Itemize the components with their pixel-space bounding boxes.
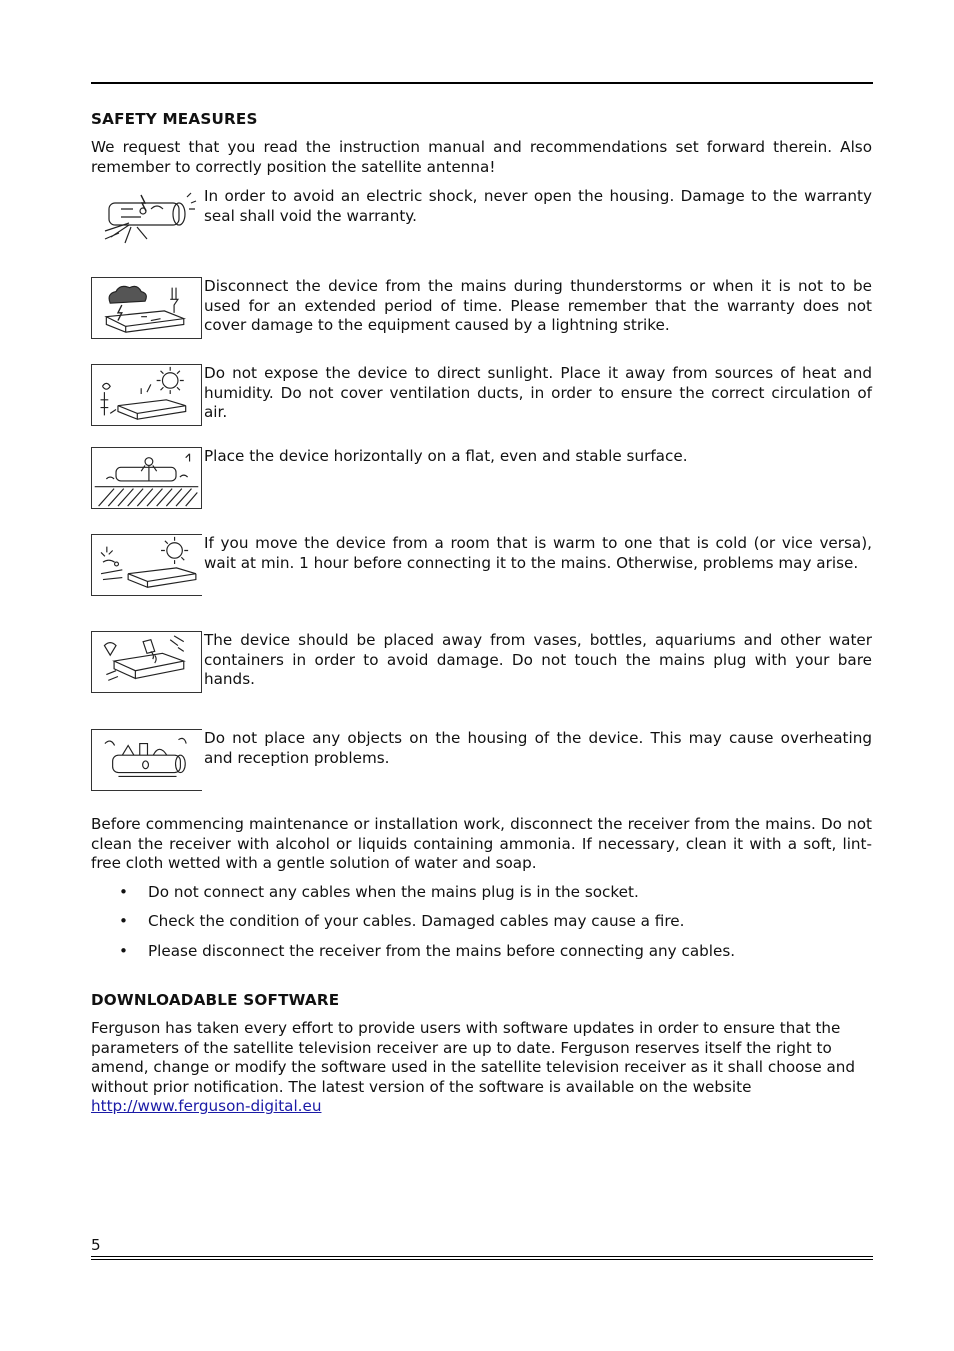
flat-surface-icon [91, 447, 202, 509]
safety-item-text: Do not place any objects on the housing of the device. This may cause overheating and reception problems. [204, 729, 872, 767]
bottom-rule [91, 1259, 873, 1260]
no-objects-on-housing-icon [91, 729, 202, 791]
bullet-glyph: • [119, 912, 128, 930]
sunlight-heat-icon [91, 364, 202, 426]
software-text: Ferguson has taken every effort to provide users with software updates in order to ensure that the parameters of the satellite television receiver are up to date. Ferguson reserves itself the right to amend, change or modify the software used in the satellite television receiver as it shall choose and without prior notification. The latest version of the software is available on the website http://www.ferguson-digital.eu [91, 1019, 856, 1115]
maintenance-section [91, 815, 872, 971]
software-heading: DOWNLOADABLE SOFTWARE [91, 991, 340, 1009]
water-containers-icon [91, 631, 202, 693]
safety-section [91, 110, 872, 177]
safety-heading: SAFETY MEASURES [91, 110, 258, 128]
open-housing-warning-icon [91, 187, 202, 249]
software-section [91, 991, 872, 1117]
safety-intro: We request that you read the instruction manual and recommendations set forward therein. Also remember to correctly position the satellite antenna! [91, 138, 872, 176]
thunderstorm-unplug-icon [91, 277, 202, 339]
safety-item-text: In order to avoid an electric shock, never open the housing. Damage to the warranty seal shall void the warranty. [204, 187, 872, 225]
safety-item-text: Do not expose the device to direct sunlight. Place it away from sources of heat and humidity. Do not cover ventilation ducts, in order to ensure the correct circulation of air. [204, 364, 872, 421]
list-item: • Check the condition of your cables. Damaged cables may cause a fire. [119, 912, 685, 930]
top-rule [91, 82, 873, 84]
bottom-rule [91, 1256, 873, 1257]
safety-item-text: Disconnect the device from the mains during thunderstorms or when it is not to be used for an extended period of time. Please remember that the warranty does not cover damage to the equipment caused by a lightning strike. [204, 277, 872, 334]
list-item: • Please disconnect the receiver from the mains before connecting any cables. [119, 941, 736, 960]
bullet-glyph: • [119, 941, 128, 960]
temperature-change-icon [91, 534, 202, 596]
safety-bullet-list [91, 883, 872, 962]
safety-item-text: If you move the device from a room that is warm to one that is cold (or vice versa), wait at min. 1 hour before connecting it to the mains. Otherwise, problems may arise. [204, 534, 872, 572]
page-number: 5 [91, 1236, 101, 1254]
bullet-glyph: • [119, 882, 128, 901]
safety-item-text: The device should be placed away from vases, bottles, aquariums and other water containers in order to avoid damage. Do not touch the mains plug with your bare hands. [204, 631, 872, 688]
maintenance-text: Before commencing maintenance or installation work, disconnect the receiver from the mains. Do not clean the receiver with alcohol or liquids containing ammonia. If necessary, clean it with a soft, lint-free cloth wetted with a gentle solution of water and soap. [91, 815, 872, 872]
list-item: • Do not connect any cables when the mains plug is in the socket. [119, 882, 639, 901]
website-link[interactable]: http://www.ferguson-digital.eu [91, 1097, 322, 1115]
safety-item-text: Place the device horizontally on a flat, even and stable surface. [204, 447, 688, 465]
